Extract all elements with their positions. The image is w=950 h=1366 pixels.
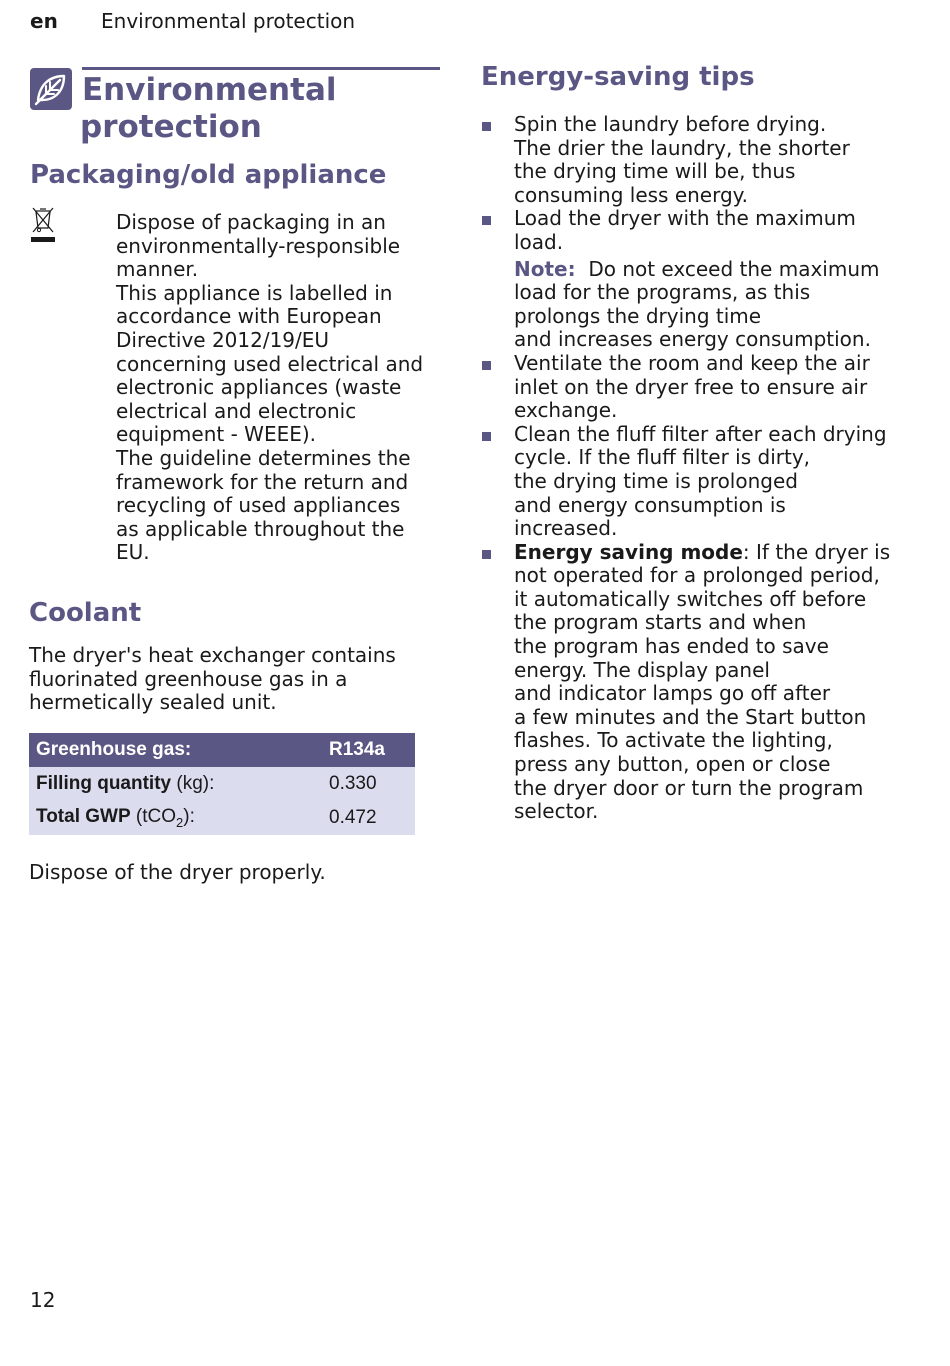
heading-rule — [82, 67, 440, 70]
language-code: en — [30, 9, 58, 33]
text-line: equipment - WEEE). — [116, 422, 317, 447]
list-item — [481, 113, 901, 207]
list-item — [481, 541, 901, 824]
text-line: consuming less energy. — [514, 182, 749, 207]
filling-quantity-label — [29, 767, 322, 801]
text-line: The drier the laundry, the shorter — [514, 135, 850, 160]
list-item — [481, 423, 901, 541]
text-line: press any button, open or close — [514, 752, 831, 777]
greenhouse-gas-table — [29, 733, 415, 835]
text-line: recycling of used appliances — [116, 493, 401, 518]
label-bold: Filling quantity — [36, 773, 172, 794]
leaf-icon — [30, 68, 72, 110]
energy-tips-list — [481, 113, 901, 824]
page-title — [80, 72, 337, 146]
text-line: Dispose of packaging in an — [116, 210, 386, 234]
label-bold: Total GWP — [36, 806, 131, 828]
label-rest: (kg): — [171, 773, 215, 794]
text-line: electrical and electronic — [116, 398, 357, 423]
text-line: selector. — [514, 799, 599, 824]
text-line: and increases energy consumption. — [514, 327, 871, 352]
label-rest: ): — [183, 806, 195, 828]
text-rest: : If the dryer is — [742, 539, 891, 564]
list-item — [481, 352, 901, 423]
label-rest: (tCO — [130, 806, 177, 828]
packaging-heading: Packaging/old appliance — [30, 160, 387, 190]
text-line: framework for the return and — [116, 469, 409, 494]
text-line: hermetically sealed unit. — [29, 690, 277, 715]
text-line: the program starts and when — [514, 610, 807, 635]
coolant-heading: Coolant — [29, 598, 142, 628]
table-header-label: Greenhouse gas: — [29, 733, 322, 767]
text-line: the drying time will be, thus — [514, 159, 796, 184]
note-label: Note: — [514, 256, 576, 281]
text-line: the program has ended to save — [514, 634, 829, 659]
coolant-text — [29, 644, 429, 715]
table-header-value: R134a — [322, 733, 415, 767]
square-bullet-icon — [482, 432, 491, 441]
page-title-line1: Environmental — [82, 72, 337, 108]
text-line: Directive 2012/19/EU — [116, 327, 330, 352]
text-line: This appliance is labelled in — [116, 280, 393, 305]
text-line: the drying time is prolonged — [514, 468, 798, 493]
text-line: EU. — [116, 540, 150, 565]
energy-saving-mode-label: Energy saving mode — [514, 539, 743, 564]
text-line — [514, 258, 901, 282]
dispose-text: Dispose of the dryer properly. — [29, 860, 326, 884]
text-line: Spin the laundry before drying. — [514, 112, 827, 136]
square-bullet-icon — [482, 361, 491, 370]
text-line: exchange. — [514, 398, 618, 423]
text-line: energy. The display panel — [514, 657, 770, 682]
text-line: concerning used electrical and — [116, 351, 424, 376]
text-line: Ventilate the room and keep the air — [514, 350, 870, 375]
square-bullet-icon — [482, 216, 491, 225]
text-line: prolongs the drying time — [514, 303, 762, 328]
note-text: Do not exceed the maximum — [588, 256, 880, 281]
label-subscript: 2 — [176, 814, 184, 830]
crossed-out-wheelie-bin-icon — [30, 206, 56, 246]
text-line: The dryer's heat exchanger contains — [29, 643, 396, 667]
text-line: as applicable throughout the — [116, 516, 405, 541]
text-line: Clean the fluff filter after each drying — [514, 421, 887, 446]
table-row — [29, 801, 415, 835]
text-line — [514, 541, 901, 565]
table-header-row — [29, 733, 415, 767]
text-line: it automatically switches off before — [514, 586, 867, 611]
text-line: the dryer door or turn the program — [514, 775, 864, 800]
text-line: not operated for a prolonged period, — [514, 563, 880, 588]
running-header-title: Environmental protection — [101, 9, 356, 33]
page-title-line2: protection — [80, 109, 262, 145]
text-line: environmentally-responsible — [116, 233, 401, 258]
text-line: increased. — [514, 516, 618, 541]
text-line: The guideline determines the — [116, 445, 411, 470]
total-gwp-value: 0.472 — [322, 801, 415, 835]
text-line: Load the dryer with the maximum — [514, 206, 856, 231]
text-line: and energy consumption is — [514, 492, 786, 517]
filling-quantity-value: 0.330 — [322, 767, 415, 801]
text-line: fluorinated greenhouse gas in a — [29, 666, 348, 691]
text-line: load. — [514, 229, 564, 254]
packaging-text — [116, 211, 446, 565]
square-bullet-icon — [482, 550, 491, 559]
text-line: electronic appliances (waste — [116, 375, 402, 400]
text-line: manner. — [116, 257, 199, 282]
text-line: flashes. To activate the lighting, — [514, 728, 833, 753]
square-bullet-icon — [482, 122, 491, 131]
list-item — [481, 207, 901, 352]
total-gwp-label — [29, 801, 322, 835]
text-line: and indicator lamps go off after — [514, 681, 831, 706]
note — [514, 258, 901, 352]
page-number: 12 — [30, 1288, 56, 1312]
text-line: a few minutes and the Start button — [514, 704, 867, 729]
table-row — [29, 767, 415, 801]
text-line: load for the programs, as this — [514, 280, 811, 305]
text-line: cycle. If the fluff filter is dirty, — [514, 445, 811, 470]
text-line: accordance with European — [116, 304, 382, 329]
energy-saving-heading: Energy-saving tips — [481, 62, 755, 92]
text-line: inlet on the dryer free to ensure air — [514, 374, 868, 399]
